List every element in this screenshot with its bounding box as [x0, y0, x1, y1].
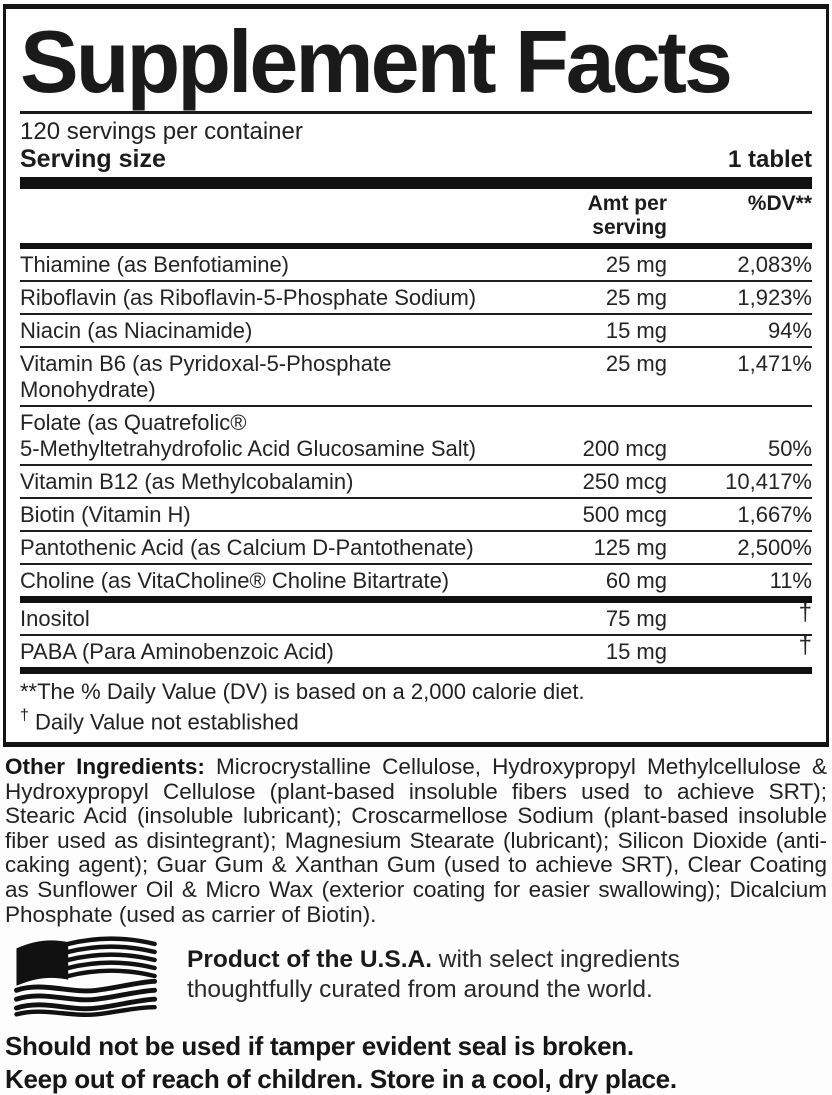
nutrient-amount: 250 mcg [582, 468, 667, 494]
nutrient-name: PABA (Para Aminobenzoic Acid) [20, 638, 334, 664]
nutrient-amount: 25 mg [605, 251, 667, 277]
nutrient-dv: 2,083% [737, 251, 812, 277]
nutrient-dv: 11% [769, 567, 812, 593]
footnote-dagger-text: Daily Value not established [28, 709, 299, 735]
nutrient-name: Niacin (as Niacinamide) [20, 317, 253, 343]
table-row [20, 348, 812, 407]
column-header-amount: Amt per serving [587, 191, 667, 239]
column-header-dv: %DV** [747, 191, 812, 215]
origin-text-rest: with select ingredients thoughtfully curated from around the world. [187, 946, 680, 1004]
nutrient-amount: 125 mg [593, 534, 667, 560]
footnotes [20, 674, 812, 742]
other-ingredients-text: Microcrystalline Cellulose, Hydroxypropyl Methylcellulose & Hydroxypropyl Cellulose (plant-based insoluble fibers used to achieve SRT); Stearic Acid (insoluble lubricant); Croscarmellose Sodium (plant-based insoluble fiber used as disintegrant); Magnesium Stearate (lubricant); Silicon Dioxide (anti-caking agent); Guar Gum & Xanthan Gum (used to achieve SRT), Clear Coating as Sunflower Oil & Micro Wax (exterior coating for easier swallowing); Dicalcium Phosphate (used as carrier of Biotin). [5, 754, 827, 927]
warning-line-2: Keep out of reach of children. Store in a cool, dry place. [5, 1063, 677, 1094]
table-row [20, 499, 812, 532]
table-row [20, 532, 812, 565]
dagger-symbol: † [20, 706, 29, 724]
nutrient-dv-dagger: † [798, 598, 812, 626]
nutrient-dv: 10,417% [725, 468, 812, 494]
nutrient-name: Pantothenic Acid (as Calcium D-Pantothenate) [20, 534, 474, 560]
other-ingredients [5, 755, 827, 927]
divider-thick-top [20, 177, 812, 189]
nutrient-name [20, 410, 517, 462]
footnote-dv: **The % Daily Value (DV) is based on a 2,000 calorie diet. [20, 678, 585, 704]
nutrient-name-line2: 5-Methyltetrahydrofolic Acid Glucosamine Salt) [20, 435, 477, 461]
nutrient-amount: 25 mg [605, 284, 667, 310]
nutrient-name: Vitamin B6 (as Pyridoxal-5-Phosphate Monohydrate) [20, 350, 392, 402]
nutrient-name: Choline (as VitaCholine® Choline Bitartrate) [20, 567, 450, 593]
panel-title: Supplement Facts [20, 12, 730, 111]
table-row [20, 565, 812, 596]
nutrient-amount: 15 mg [605, 638, 667, 664]
table-row [20, 466, 812, 499]
table-row [20, 315, 812, 348]
nutrient-amount: 75 mg [605, 605, 667, 631]
supplement-facts-panel [3, 4, 829, 747]
nutrient-name: Biotin (Vitamin H) [20, 501, 191, 527]
origin-text [187, 935, 717, 1017]
title-divider [20, 111, 812, 114]
origin-text-bold: Product of the U.S.A. [187, 946, 432, 974]
table-row [20, 598, 812, 636]
nutrient-dv-dagger: † [798, 631, 812, 659]
nutrient-dv: 50% [767, 435, 812, 461]
nutrient-dv: 1,667% [737, 501, 812, 527]
other-ingredients-label: Other Ingredients: [5, 754, 217, 780]
nutrient-amount: 200 mcg [582, 435, 667, 461]
nutrient-amount: 15 mg [605, 317, 667, 343]
nutrient-name: Thiamine (as Benfotiamine) [20, 251, 290, 277]
serving-size-value: 1 tablet [727, 145, 812, 173]
table-header [20, 189, 812, 243]
servings-per-container: 120 servings per container [20, 117, 303, 145]
warning-line-1: Should not be used if tamper evident seal is broken. [5, 1031, 634, 1062]
nutrient-name: Riboflavin (as Riboflavin-5-Phosphate Sodium) [20, 284, 477, 310]
nutrient-dv: 2,500% [737, 534, 812, 560]
nutrient-amount: 25 mg [605, 350, 667, 376]
serving-size-row [20, 145, 812, 174]
table-row [20, 631, 812, 667]
serving-size-label: Serving size [20, 144, 166, 173]
origin-section [7, 935, 830, 1017]
nutrient-name: Inositol [20, 605, 90, 631]
table-row [20, 407, 812, 466]
divider-group-bottom [20, 667, 812, 674]
nutrient-dv: 1,471% [737, 350, 812, 376]
warnings [5, 1030, 827, 1095]
nutrient-name: Vitamin B12 (as Methylcobalamin) [20, 468, 354, 494]
nutrient-dv: 1,923% [737, 284, 812, 310]
nutrient-name-line1: Folate (as Quatrefolic® [20, 409, 247, 435]
nutrient-amount: 60 mg [605, 567, 667, 593]
table-row [20, 249, 812, 282]
nutrient-amount: 500 mcg [582, 501, 667, 527]
usa-flag-icon [7, 935, 165, 1017]
nutrient-dv: 94% [767, 317, 812, 343]
table-row [20, 282, 812, 315]
footnote-dagger [20, 704, 812, 734]
